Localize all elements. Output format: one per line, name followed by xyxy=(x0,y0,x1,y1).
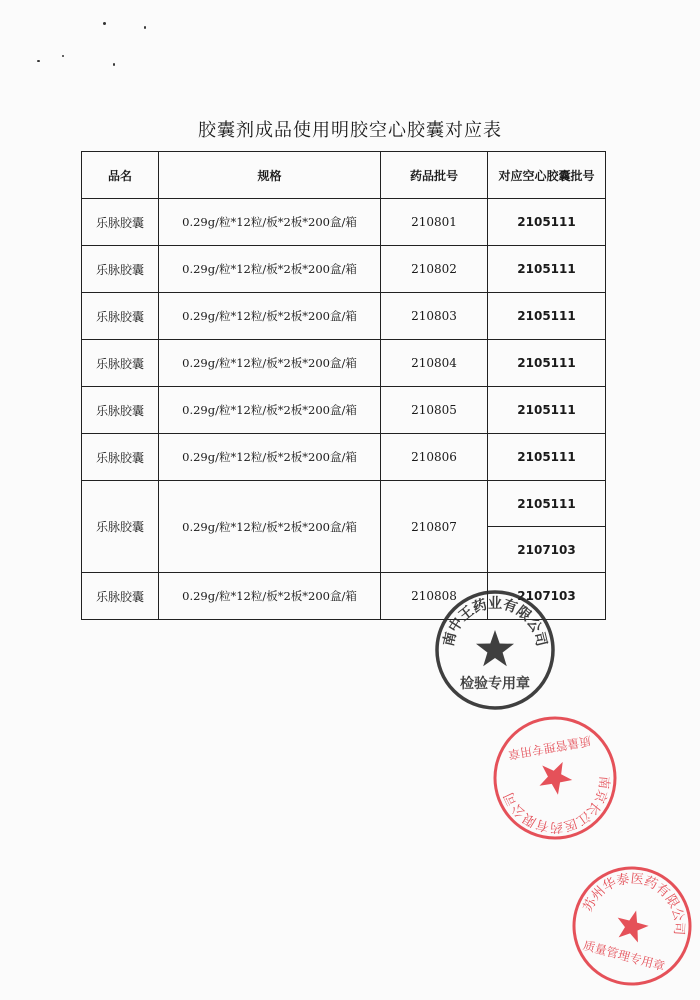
cell-batch: 210805 xyxy=(381,387,488,434)
cell-capsule-batch: 2105111 xyxy=(488,481,606,527)
cell-batch: 210803 xyxy=(381,293,488,340)
table-row xyxy=(82,246,606,293)
table-row xyxy=(82,434,606,481)
table-row xyxy=(82,293,606,340)
cell-capsule-batch: 2107103 xyxy=(488,527,606,573)
table-row xyxy=(82,387,606,434)
table-row xyxy=(82,199,606,246)
header-spec: 规格 xyxy=(159,152,381,199)
cell-spec: 0.29g/粒*12粒/板*2板*200盒/箱 xyxy=(159,481,381,573)
capsule-table xyxy=(81,151,606,620)
cell-capsule-batch: 2105111 xyxy=(488,293,606,340)
seal-2-bottom-text: 质量管理专用章 xyxy=(507,733,593,762)
cell-capsule-batch: 2107103 xyxy=(488,573,606,620)
cell-batch: 210808 xyxy=(381,573,488,620)
star-icon xyxy=(536,761,574,798)
cell-batch: 210801 xyxy=(381,199,488,246)
cell-name: 乐脉胶囊 xyxy=(82,293,159,340)
cell-name: 乐脉胶囊 xyxy=(82,481,159,573)
cell-capsule-batch: 2105111 xyxy=(488,434,606,481)
cell-batch: 210806 xyxy=(381,434,488,481)
cell-spec: 0.29g/粒*12粒/板*2板*200盒/箱 xyxy=(159,199,381,246)
cell-name: 乐脉胶囊 xyxy=(82,434,159,481)
table-row xyxy=(82,340,606,387)
cell-name: 乐脉胶囊 xyxy=(82,246,159,293)
inspection-seal-stamp xyxy=(433,588,557,712)
star-icon xyxy=(613,906,652,944)
document-title: 胶囊剂成品使用明胶空心胶囊对应表 xyxy=(198,120,502,141)
cell-capsule-batch: 2105111 xyxy=(488,246,606,293)
svg-text:南京长江医药有限公司 xyxy=(501,773,620,843)
seal-1-bottom-text: 检验专用章 xyxy=(460,676,530,692)
header-capsule-batch: 对应空心胶囊批号 xyxy=(488,152,606,199)
quality-seal-stamp xyxy=(490,713,620,843)
quality-seal-stamp-2 xyxy=(570,864,694,988)
cell-spec: 0.29g/粒*12粒/板*2板*200盒/箱 xyxy=(159,573,381,620)
cell-name: 乐脉胶囊 xyxy=(82,573,159,620)
table-row xyxy=(82,481,606,527)
cell-name: 乐脉胶囊 xyxy=(82,199,159,246)
seal-2-top-text: 南京长江医药有限公司 xyxy=(501,775,612,835)
cell-spec: 0.29g/粒*12粒/板*2板*200盒/箱 xyxy=(159,434,381,481)
cell-batch: 210807 xyxy=(381,481,488,573)
cell-spec: 0.29g/粒*12粒/板*2板*200盒/箱 xyxy=(159,246,381,293)
cell-batch: 210802 xyxy=(381,246,488,293)
header-batch: 药品批号 xyxy=(381,152,488,199)
cell-capsule-batch: 2105111 xyxy=(488,199,606,246)
star-icon xyxy=(476,630,514,666)
seal-3-bottom-text: 质量管理专用章 xyxy=(581,938,667,974)
table-header-row xyxy=(82,152,606,199)
header-name: 品名 xyxy=(82,152,159,199)
cell-capsule-batch: 2105111 xyxy=(488,340,606,387)
cell-name: 乐脉胶囊 xyxy=(82,340,159,387)
cell-spec: 0.29g/粒*12粒/板*2板*200盒/箱 xyxy=(159,340,381,387)
cell-batch: 210804 xyxy=(381,340,488,387)
cell-name: 乐脉胶囊 xyxy=(82,387,159,434)
cell-spec: 0.29g/粒*12粒/板*2板*200盒/箱 xyxy=(159,387,381,434)
seal-1-top-text: 南中王药业有限公司 xyxy=(440,596,550,648)
cell-spec: 0.29g/粒*12粒/板*2板*200盒/箱 xyxy=(159,293,381,340)
seal-3-top-text: 苏州华泰医药有限公司 xyxy=(580,871,687,936)
cell-capsule-batch: 2105111 xyxy=(488,387,606,434)
